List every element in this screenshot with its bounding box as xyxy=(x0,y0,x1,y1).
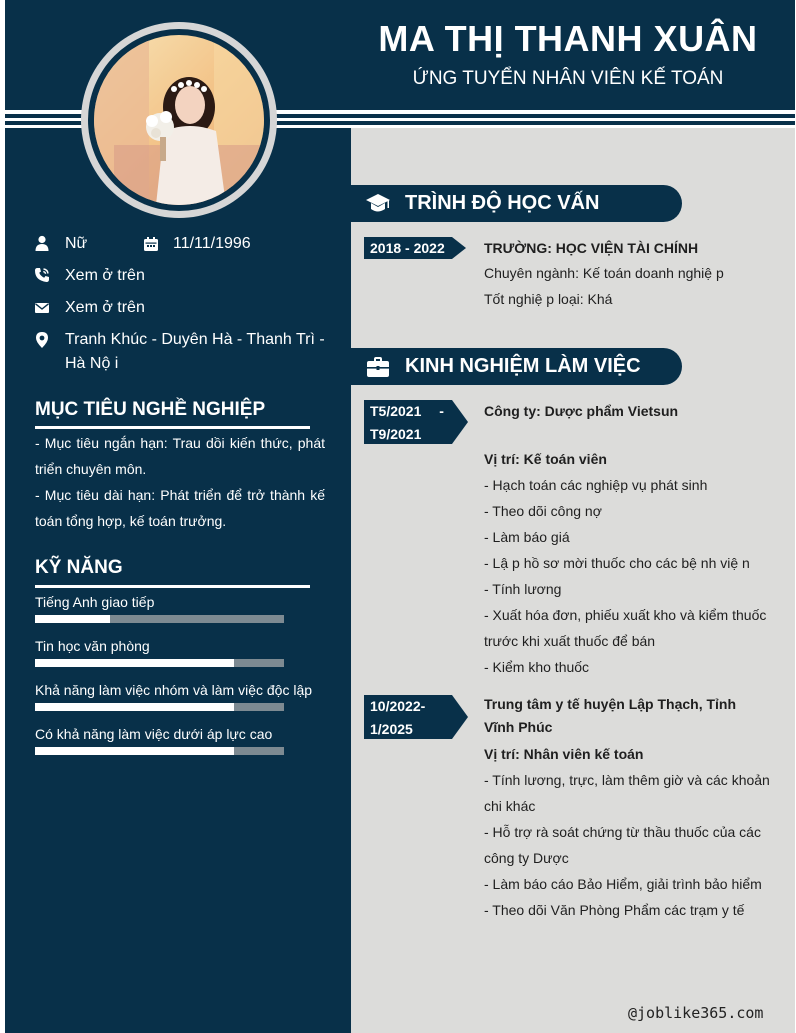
skills-rule xyxy=(35,585,310,588)
profile-photo-illustration xyxy=(94,35,264,205)
education-major: Chuyên ngành: Kế toán doanh nghiệ p xyxy=(484,265,724,281)
education-title: TRÌNH ĐỘ HỌC VẤN xyxy=(405,192,600,214)
duty-item: - Lậ p hồ sơ mời thuốc cho các bệ nh việ n xyxy=(484,555,750,571)
job-role: Vị trí: Kế toán viên xyxy=(484,451,607,467)
user-icon xyxy=(34,235,50,251)
skill-bar-fill xyxy=(35,659,234,667)
duty-item: - Hỗ trợ rà soát chứng từ thầu thuốc của các công ty Dược xyxy=(484,824,761,866)
skills-title: KỸ NĂNG xyxy=(35,557,123,578)
objective-text xyxy=(35,430,325,534)
job-company: Trung tâm y tế huyện Lập Thạch, Tỉnh Vĩnh Phúc xyxy=(484,696,737,735)
gender-value: Nữ xyxy=(65,235,88,252)
education-grade: Tốt nghiệ p loại: Khá xyxy=(484,291,613,307)
job-period-end: 1/2025 xyxy=(370,721,413,737)
experience-title: KINH NGHIỆM LÀM VIỆC xyxy=(405,355,641,377)
objective-long-term: - Mục tiêu dài hạn: Phát triển để trở thành kế toán tổng hợp, kế toán trưởng. xyxy=(35,487,325,529)
duty-item: - Theo dõi Văn Phòng Phẩm các trạm y tế xyxy=(484,902,745,918)
birthdate-value: 11/11/1996 xyxy=(173,235,251,252)
candidate-name: MA THỊ THANH XUÂN xyxy=(378,18,758,59)
job-duties xyxy=(484,472,770,680)
job-period-end: T9/2021 xyxy=(370,426,422,442)
duty-item: - Làm báo cáo Bảo Hiểm, giải trình bảo hiểm xyxy=(484,876,762,892)
address-line-2: Hà Nộ i xyxy=(65,355,119,372)
skill-label: Tiếng Anh giao tiếp xyxy=(35,594,155,610)
experience-banner xyxy=(351,348,682,385)
duty-item: - Tính lương xyxy=(484,581,562,597)
duty-item: - Theo dõi công nợ xyxy=(484,503,602,519)
profile-photo xyxy=(94,35,264,205)
phone-value: Xem ở trên xyxy=(65,267,145,284)
objective-short-term: - Mục tiêu ngắn hạn: Trau dồi kiến thức, phát triển chuyên môn. xyxy=(35,435,325,477)
footer-watermark: @joblike365.com xyxy=(628,1004,764,1022)
skill-bar xyxy=(35,747,284,755)
education-school: TRƯỜNG: HỌC VIỆN TÀI CHÍNH xyxy=(484,240,699,256)
left-sidebar xyxy=(5,128,351,1033)
avatar xyxy=(81,22,277,218)
address-line-1: Tranh Khúc - Duyên Hà - Thanh Trì - xyxy=(65,331,325,348)
duty-item: - Hạch toán các nghiệp vụ phát sinh xyxy=(484,477,708,493)
job-position: ỨNG TUYỂN NHÂN VIÊN KẾ TOÁN xyxy=(412,68,724,89)
graduation-cap-icon xyxy=(365,191,391,217)
skill-label: Tin học văn phòng xyxy=(35,638,150,654)
job-role: Vị trí: Nhân viên kế toán xyxy=(484,746,644,762)
map-pin-icon xyxy=(34,331,50,349)
skill-label: Có khả năng làm việc dưới áp lực cao xyxy=(35,726,273,742)
skill-bar xyxy=(35,703,284,711)
skill-bar xyxy=(35,615,284,623)
education-banner xyxy=(351,185,682,222)
skill-label: Khả năng làm việc nhóm và làm việc độc lập xyxy=(35,682,313,698)
education-period: 2018 - 2022 xyxy=(364,237,452,259)
envelope-icon xyxy=(34,300,50,316)
objective-rule xyxy=(35,426,310,429)
job-company: Công ty: Dược phẩm Vietsun xyxy=(484,403,679,419)
job-period-start: T5/2021 - xyxy=(370,403,444,419)
briefcase-icon xyxy=(365,354,391,380)
phone-icon xyxy=(34,267,50,283)
job-duties xyxy=(484,767,770,923)
duty-item: - Làm báo giá xyxy=(484,529,570,545)
skill-bar xyxy=(35,659,284,667)
email-value: Xem ở trên xyxy=(65,299,145,316)
skill-bar-fill xyxy=(35,747,234,755)
duty-item: - Xuất hóa đơn, phiếu xuất kho và kiểm thuốc trước khi xuất thuốc để bán xyxy=(484,607,767,649)
skill-bar-fill xyxy=(35,703,234,711)
objective-title: MỤC TIÊU NGHỀ NGHIỆP xyxy=(35,399,266,420)
job-period-start: 10/2022- xyxy=(370,698,426,714)
calendar-icon xyxy=(143,236,159,252)
duty-item: - Tính lương, trực, làm thêm giờ và các khoản chi khác xyxy=(484,772,770,814)
duty-item: - Kiểm kho thuốc xyxy=(484,659,590,675)
skill-bar-fill xyxy=(35,615,110,623)
